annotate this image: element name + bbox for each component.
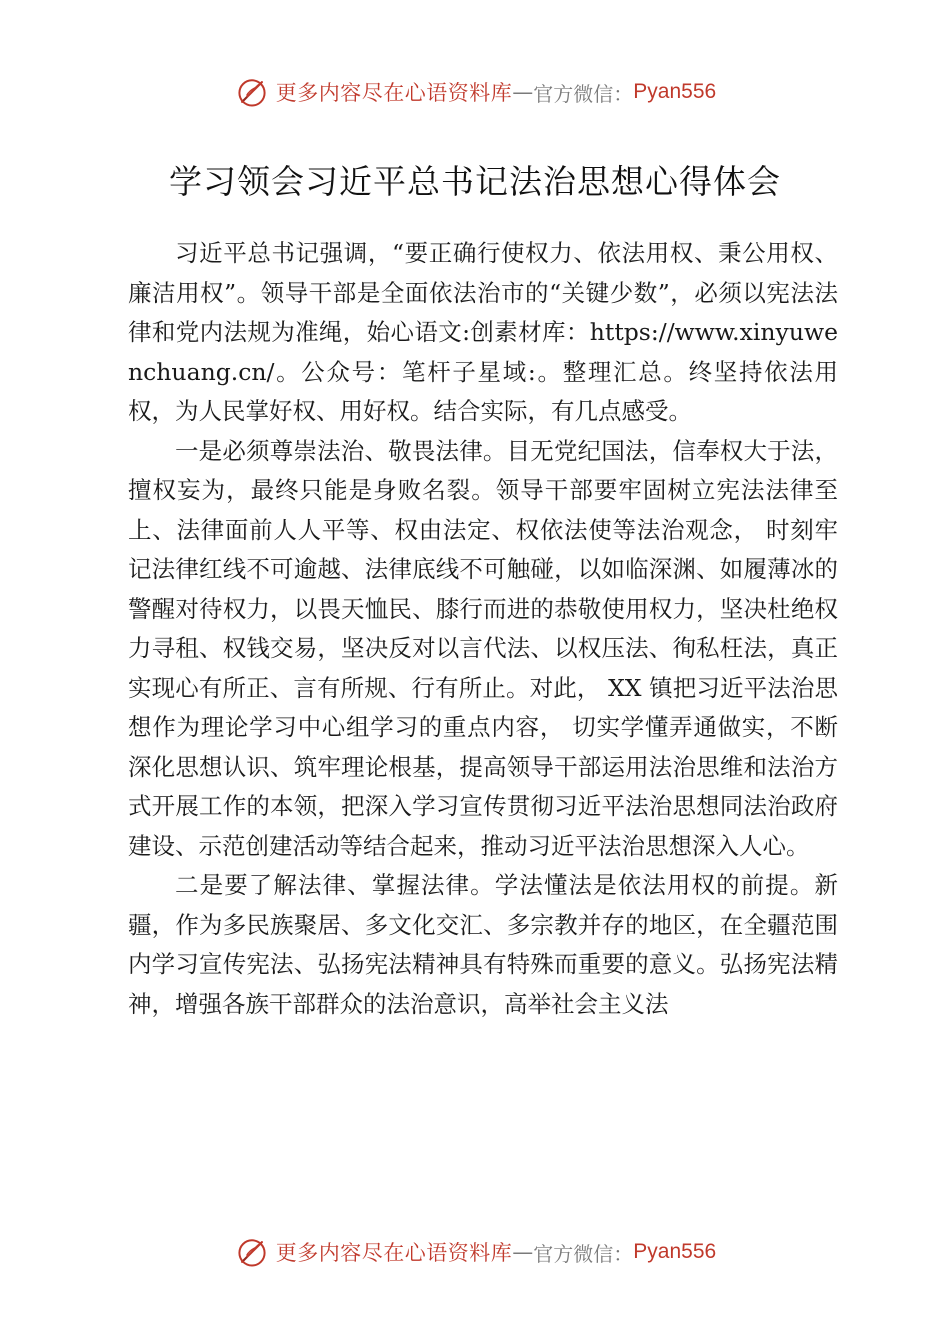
paragraph-point-two: 二是要了解法律、掌握法律。学法懂法是依法用权的前提。新疆，作为多民族聚居、多文化交汇、多宗教并存的地区，在全疆范围内学习宣传宪法、弘扬宪法精神具有特殊而重要的意义。弘扬宪法精神，增强各族干部群众的法治意识，高举社会主义法 — [128, 871, 838, 1018]
banner-wechat-id: Pyan556 — [633, 1240, 717, 1263]
banner-brand: 更多内容尽在心语资料库 — [275, 1241, 513, 1265]
header-banner — [0, 70, 950, 114]
document-body — [128, 234, 838, 1024]
paragraph-point-one: 一是必须尊崇法治、敬畏法律。目无党纪国法，信奉权大于法，擅权妄为，最终只能是身败名裂。领导干部要牢固树立宪法法律至上、法律面前人人平等、权由法定、权依法使等法治观念， 时刻牢记法律红线不可逾越、法律底线不可触碰，以如临深渊、如履薄冰的警醒对待权力，以畏天恤民、膝行而进的恭敬使用权力，坚决杜绝权力寻租、权钱交易，坚决反对以言代法、以权压法、徇私枉法，真正实现心有所正、言有所规、行有所止。对此， XX 镇把习近平法治思想作为理论学习中心组学习的重点内容， 切实学懂弄通做实，不断深化思想认识、筑牢理论根基，提高领导干部运用法治思维和法治方式开展工作的本领，把深入学习宣传贯彻习近平法治思想同法治政府建设、示范创建活动等结合起来，推动习近平法治思想深入人心。 — [128, 436, 838, 860]
paragraph-intro: 习近平总书记强调，“要正确行使权力、依法用权、秉公用权、廉洁用权”。领导干部是全面依法治市的“关键少数”，必须以宪法法律和党内法规为准绳，始心语文:创素材库：https://www.xinyuwenchuang.cn/。公众号：笔杆子星域:。整理汇总。终坚持依法用权，为人民掌好权、用好权。结合实际，有几点感受。 — [128, 239, 838, 425]
quill-seal-icon — [234, 1234, 270, 1270]
banner-wechat-label: 官方微信： — [533, 1241, 634, 1266]
document-title: 学习领会习近平总书记法治思想心得体会 — [169, 162, 781, 201]
banner-separator: — — [512, 80, 534, 104]
banner-brand: 更多内容尽在心语资料库 — [275, 81, 513, 105]
quill-seal-icon — [234, 74, 270, 110]
banner-wechat-id: Pyan556 — [633, 80, 717, 103]
footer-banner — [0, 1230, 950, 1274]
banner-separator: — — [512, 1240, 534, 1264]
banner-wechat-label: 官方微信： — [533, 81, 634, 106]
